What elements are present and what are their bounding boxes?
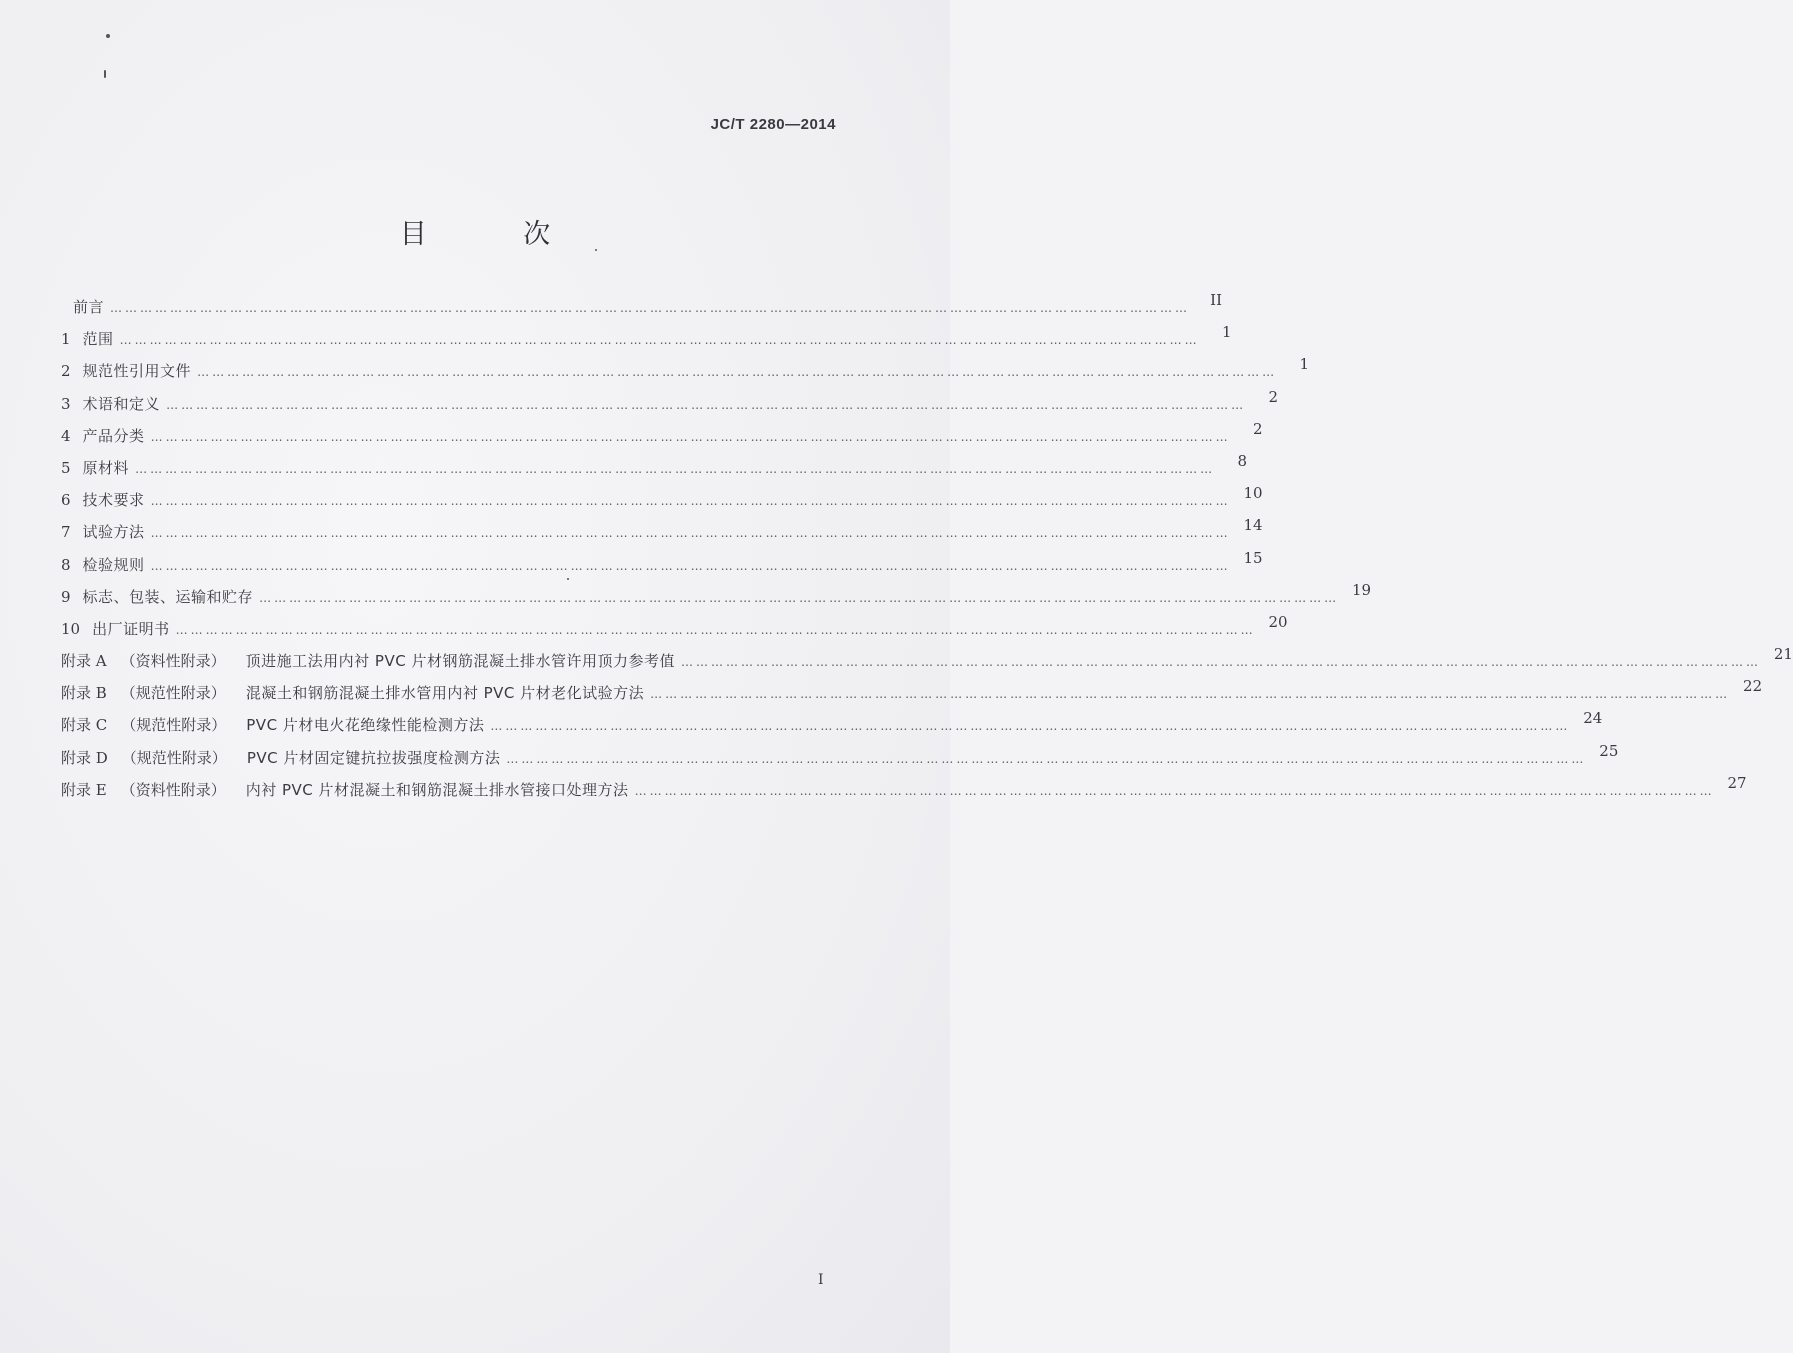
toc-entry-label: 技术要求 [82,491,145,510]
toc-leader-dots: ……………………………………………………………………………………………………………………………………………………………………………………………… [506,751,1587,766]
toc-leader-dots: ……………………………………………………………………………………………………………………………………………………………………………………………… [680,655,1761,670]
toc-entry-number: 9 [61,587,71,606]
toc-entry-label: 顶进施工法用内衬 PVC 片材钢筋混凝土排水管许用顶力参考值 [245,652,675,671]
toc-entry-test-methods[interactable] [61,516,1263,553]
toc-entry-page: 2 [1268,387,1279,406]
standard-code: JC/T 2280—2014 [710,116,836,133]
toc-leader-dots: ……………………………………………………………………………………………………………………………………………………………………………………………… [166,397,1247,412]
toc-entry-number: 2 [61,362,71,381]
toc-entry-label: 出厂证明书 [92,619,170,638]
toc-leader-dots: ……………………………………………………………………………………………………………………………………………………………………………………………… [150,526,1231,541]
toc-leader-dots: ……………………………………………………………………………………………………………………………………………………………………………………………… [259,590,1340,605]
toc-entry-label: 范围 [82,330,114,349]
toc-entry-number: 3 [61,394,71,413]
toc-leader-dots: ……………………………………………………………………………………………………………………………………………………………………………………………… [110,301,1191,315]
toc-entry-label: 术语和定义 [82,394,161,413]
toc-entry-number: 6 [61,491,71,510]
table-of-contents [61,291,1793,811]
toc-entry-number: 10 [61,619,81,638]
toc-entry-label: 内衬 PVC 片材混凝土和钢筋混凝土排水管接口处理方法 [245,780,629,799]
appendix-type: （资料性附录） [120,780,226,799]
appendix-id: 附录 B [61,684,107,703]
scan-speck [106,34,110,38]
toc-entry-label: PVC 片材电火花绝缘性能检测方法 [246,716,485,735]
toc-entry-page: 19 [1351,580,1372,599]
toc-entry-page: 1 [1222,323,1232,342]
appendix-type: （资料性附录） [120,652,226,671]
toc-leader-dots: ……………………………………………………………………………………………………………………………………………………………………………………………… [135,461,1216,476]
toc-leader-dots: ……………………………………………………………………………………………………………………………………………………………………………………………… [197,365,1278,380]
toc-leader-dots: ……………………………………………………………………………………………………………………………………………………………………………………………… [150,429,1231,444]
toc-entry-label: 标志、包装、运输和贮存 [82,587,254,606]
toc-entry-label: 规范性引用文件 [82,362,192,381]
toc-entry-scope[interactable] [61,323,1232,360]
appendix-type: （规范性附录） [121,716,227,735]
toc-entry-appendix-a[interactable] [61,645,1793,682]
toc-entry-appendix-e[interactable] [61,773,1747,811]
toc-entry-page: 2 [1253,419,1263,438]
toc-entry-page: 25 [1599,741,1619,760]
page-number: I [818,1272,824,1288]
toc-entry-page: 22 [1743,677,1763,696]
toc-leader-dots: ……………………………………………………………………………………………………………………………………………………………………………………………… [150,494,1231,509]
scan-speck [104,70,106,78]
toc-entry-page: II [1210,291,1223,309]
toc-leader-dots: ……………………………………………………………………………………………………………………………………………………………………………………………… [119,333,1200,348]
toc-entry-certificate[interactable] [61,612,1288,650]
toc-entry-number: 5 [61,458,71,477]
toc-entry-page: 8 [1237,451,1248,470]
toc-leader-dots: ……………………………………………………………………………………………………………………………………………………………………………………………… [650,687,1731,702]
toc-entry-number: 7 [61,523,71,542]
toc-entry-appendix-c[interactable] [61,709,1603,746]
toc-leader-dots: ……………………………………………………………………………………………………………………………………………………………………………………………… [150,558,1231,573]
toc-entry-page: 14 [1243,516,1263,535]
toc-entry-inspection-rules[interactable] [61,548,1263,586]
toc-entry-number: 4 [61,426,71,445]
page-title: 目 次 [399,219,595,250]
appendix-id: 附录 D [61,748,108,767]
appendix-id: 附录 C [61,716,108,735]
toc-entry-label: 原材料 [82,458,130,477]
toc-entry-marking[interactable] [61,580,1372,618]
toc-entry-page: 21 [1773,645,1793,664]
toc-entry-normative-references[interactable] [61,355,1310,392]
toc-entry-page: 10 [1243,484,1263,503]
toc-entry-label: PVC 片材固定键抗拉拔强度检测方法 [246,748,501,767]
toc-entry-appendix-d[interactable] [61,741,1619,779]
toc-entry-label: 前言 [73,298,105,316]
toc-entry-page: 24 [1583,709,1603,728]
appendix-type: （规范性附录） [120,684,226,703]
toc-entry-appendix-b[interactable] [61,677,1763,714]
appendix-id: 附录 E [61,780,107,799]
toc-entry-page: 1 [1299,355,1310,374]
appendix-id: 附录 A [61,652,107,671]
toc-entry-label: 检验规则 [82,555,145,574]
toc-entry-page: 20 [1268,612,1288,631]
toc-leader-dots: ……………………………………………………………………………………………………………………………………………………………………………………………… [175,622,1256,637]
toc-entry-page: 15 [1243,548,1263,567]
toc-entry-label: 产品分类 [82,426,145,445]
toc-entry-number: 1 [61,330,71,349]
toc-entry-label: 混凝土和钢筋混凝土排水管用内衬 PVC 片材老化试验方法 [245,684,645,703]
toc-entry-page: 27 [1727,773,1747,792]
toc-entry-foreword[interactable] [61,291,1223,328]
toc-leader-dots: ……………………………………………………………………………………………………………………………………………………………………………………………… [490,719,1571,734]
toc-entry-label: 试验方法 [82,523,145,542]
appendix-type: （规范性附录） [121,748,227,767]
toc-entry-terms[interactable] [61,387,1279,425]
toc-entry-requirements[interactable] [61,484,1263,521]
toc-entry-classification[interactable] [61,419,1263,457]
toc-entry-number: 8 [61,555,71,574]
toc-leader-dots: ……………………………………………………………………………………………………………………………………………………………………………………………… [634,783,1715,798]
toc-entry-materials[interactable] [61,451,1248,489]
